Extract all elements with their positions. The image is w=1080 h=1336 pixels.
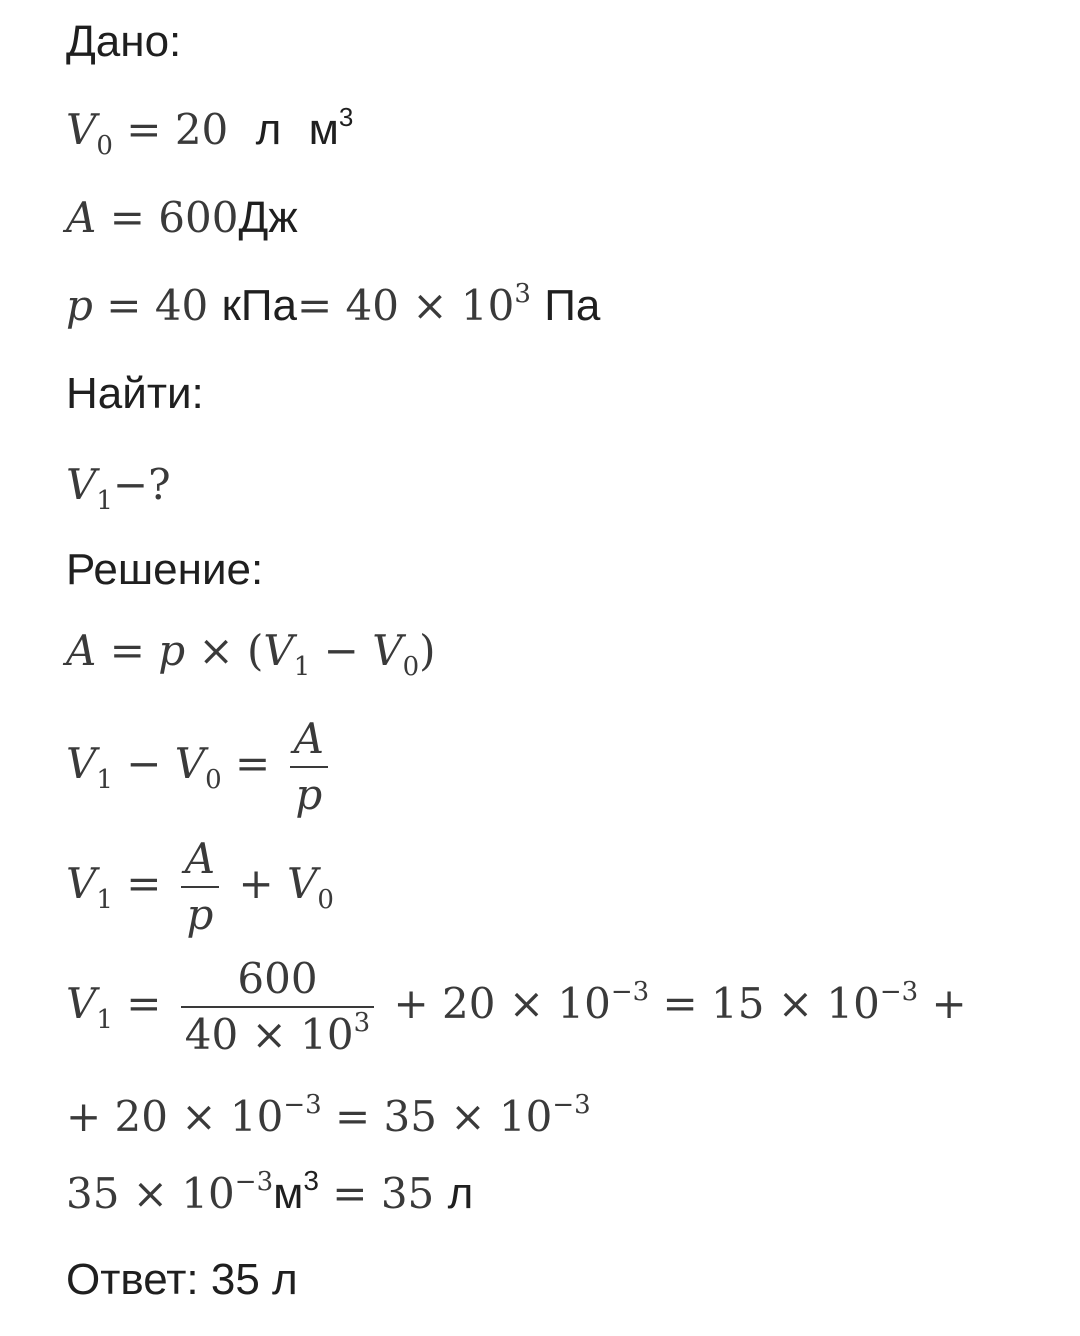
v0-unit-liters: л: [255, 105, 282, 154]
equation-6: $35 \times 10^{-3}м^3 = 35$ л: [66, 1165, 474, 1218]
equation-5: + $20 \times 10^{-3} = 35 \times 10^{-3}$: [66, 1090, 591, 1141]
equation-4: $V_1$ = $\frac{600}{40 \times 10^3}$ + $20 \times 10^{-3} = 15 \times 10^{-3}$ +: [66, 954, 967, 1059]
fraction-600-over-40e3: $\frac{600}{40 \times 10^3}$: [181, 958, 374, 1056]
given-heading: Дано:: [66, 17, 182, 66]
p-value: 40: [154, 281, 209, 330]
p-conversion: = 40 × 10: [296, 281, 515, 330]
find-heading: Найти:: [66, 369, 204, 418]
v1-symbol: V: [66, 460, 97, 509]
v0-value: 20: [174, 105, 229, 154]
p-equals: =: [106, 281, 142, 330]
a-symbol: A: [66, 193, 97, 242]
equation-2: $V_1 - V_0$ = $\frac{A}{p}$: [66, 718, 334, 816]
a-equals: =: [109, 193, 145, 242]
fraction-a-over-p: $\frac{A}{p}$: [181, 838, 219, 936]
p-conversion-exponent: 3: [514, 279, 531, 309]
find-question: −?: [112, 460, 171, 509]
fraction-a-over-p: $\frac{A}{p}$: [290, 718, 328, 816]
given-a-line: [66, 193, 298, 242]
v0-subscript: 0: [96, 131, 113, 161]
a-unit: Дж: [238, 193, 298, 242]
solution-heading: Решение:: [66, 545, 264, 594]
p-symbol: p: [66, 281, 93, 330]
given-v0-line: [66, 102, 354, 161]
v0-unit-cubic-meters: $м^3$: [308, 102, 354, 154]
find-line: [66, 460, 171, 516]
v0-equals: =: [126, 105, 162, 154]
equation-1: $A = p \times (V_1 - V_0)$: [66, 626, 436, 682]
given-p-line: [66, 279, 601, 330]
p-unit-pascal: Па: [544, 281, 601, 330]
a-value: 600: [158, 193, 239, 242]
answer-line: Ответ: 35 л: [66, 1255, 298, 1304]
v0-symbol: V: [66, 105, 97, 154]
p-unit: кПа: [221, 281, 297, 330]
equation-3: $V_1$ = $\frac{A}{p}$ + $V_0$: [66, 834, 334, 939]
v1-subscript: 1: [96, 486, 113, 516]
